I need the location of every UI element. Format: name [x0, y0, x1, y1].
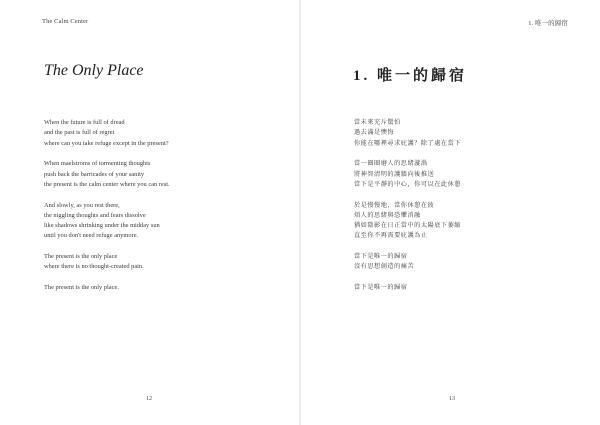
poem-line: the present is the calm center where you can rest.: [44, 180, 170, 188]
poem-line: 於是慢慢地，當你休憩在彼: [354, 201, 435, 209]
poem-line: where can you take refuge except in the present?: [44, 139, 169, 147]
poem-line: and the past is full of regret: [44, 129, 115, 137]
poem-line: 沒有思想創造的痛苦: [354, 263, 415, 271]
stanza: [44, 118, 284, 149]
page-number-left: 12: [146, 396, 152, 402]
poem-title-chinese: 1. 唯一的歸宿: [353, 68, 468, 84]
right-page: [300, 0, 600, 425]
poem-line: When maelstroms of tormenting thoughts: [44, 160, 151, 168]
poem-line: until you don't need refuge anymore.: [44, 232, 139, 240]
stanza: [354, 159, 584, 190]
poem-body-english: [44, 118, 284, 304]
running-head-left: The Calm Center: [42, 18, 89, 25]
poem-line: 煩人的思緒與恐懼消融: [354, 211, 421, 219]
poem-title-english: The Only Place: [44, 62, 144, 79]
stanza: [44, 159, 284, 190]
poem-line: 當下是平靜的中心，你可以在此休憩: [354, 180, 461, 188]
stanza: [354, 252, 584, 273]
poem-line: And slowly, as you rest there,: [44, 201, 120, 209]
running-head-right: 1. 唯一的歸宿: [528, 20, 568, 27]
page-number-right: 13: [449, 396, 455, 402]
poem-line: 當下是唯一的歸宿: [354, 253, 408, 261]
poem-line: the niggling thoughts and fears dissolve: [44, 211, 146, 219]
stanza: [354, 118, 584, 149]
stanza: [354, 283, 584, 293]
stanza: [44, 252, 284, 273]
stanza: [44, 283, 284, 293]
poem-line: 過去滿是懊悔: [354, 129, 395, 137]
poem-line: push back the barricades of your sanity: [44, 170, 145, 178]
poem-line: 猶如陰影在日正當中的太陽底下萎縮: [354, 222, 461, 230]
poem-line: 當一圈圈磨人的思緒漩渦: [354, 160, 428, 168]
poem-body-chinese: [354, 118, 584, 304]
poem-line: where there is no thought-created pain.: [44, 263, 144, 271]
poem-line: The present is the only place: [44, 253, 118, 261]
poem-line: 你能在哪裡尋求庇護？除了處在當下: [354, 139, 461, 147]
poem-line: like shadows shrinking under the midday sun: [44, 222, 160, 230]
stanza: [44, 201, 284, 242]
poem-line: 當未來充斥驚怕: [354, 119, 401, 126]
poem-line: When the future is full of dread: [44, 119, 125, 126]
stanza: [354, 201, 584, 242]
poem-line: The present is the only place.: [44, 284, 119, 292]
poem-line: 將神智清明的護牆向後推送: [354, 170, 435, 178]
poem-line: 直至你不再需要庇護為止: [354, 232, 428, 240]
poem-line: 當下是唯一的歸宿: [354, 284, 408, 292]
